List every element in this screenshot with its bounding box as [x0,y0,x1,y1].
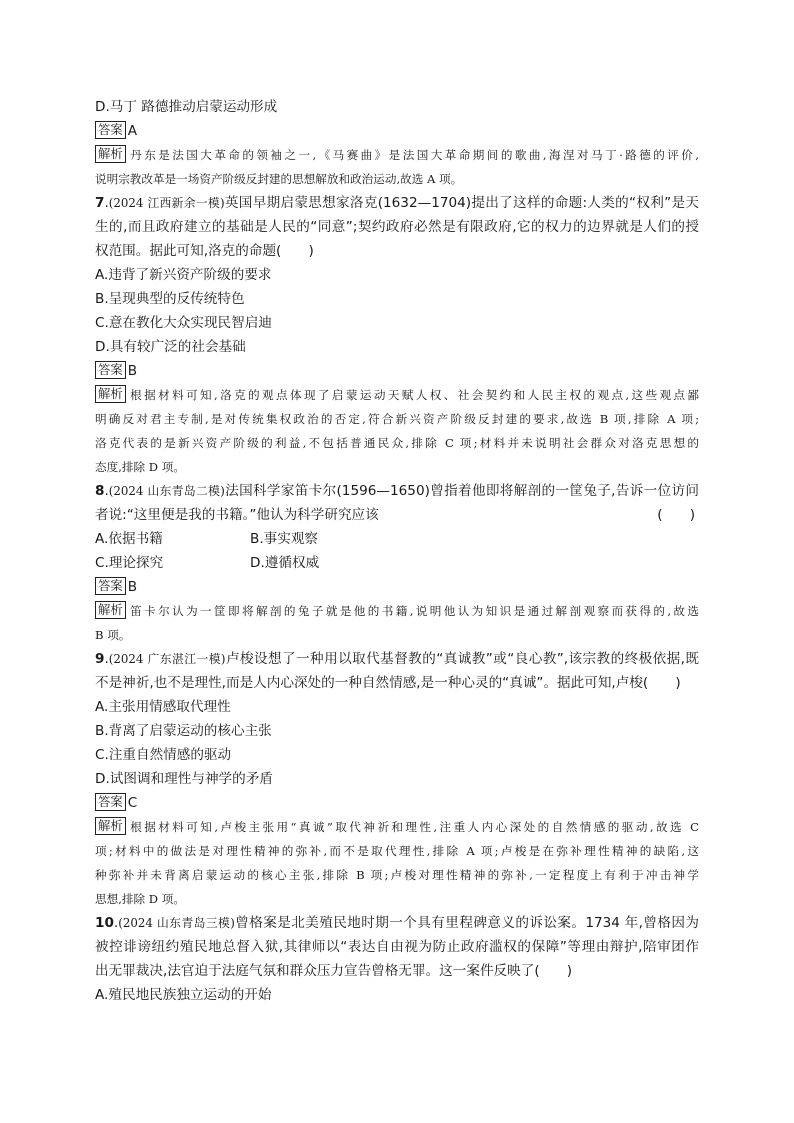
exam-page [95,95,699,1007]
analysis-tag: 解析 [95,817,126,835]
q9-stem-line: 不是神祈,也不是理性,而是人内心深处的一种自然情感,是一种心灵的“真诚”。据此可知,卢梭( ) [95,675,681,691]
q8-source: (2024 山东青岛二模) [108,484,225,498]
q9-analysis-line: 解析 根据材料可知,卢梭主张用“真诚”取代神祈和理性,注重人内心深处的自然情感的驱动,故选 C [95,815,699,839]
analysis-tag: 解析 [95,145,126,163]
q7-stem-line: 生的,而且政府建立的基础是人民的“同意”;契约政府必然是有限政府,它的权力的边界就是人们的授 [95,219,699,235]
q6-answer [95,119,699,143]
q9-option-d: D.试图调和理性与神学的矛盾 [95,771,273,787]
q7-analysis-line: 洛克代表的是新兴资产阶级的利益,不包括普通民众,排除 C 项;材料并未说明社会群众对洛克思想的 [95,436,699,450]
q7-source: (2024 江西新余一模) [108,196,225,210]
q8-options-row [95,527,699,551]
answer-bracket: ( ) [657,507,695,523]
q7-option-c: C.意在教化大众实现民智启迪 [95,315,272,331]
q6-answer-value: A [127,123,138,139]
q9-analysis-line: 种弥补并未背离启蒙运动的核心主张,排除 B 项;卢梭对理性精神的弥补,一定程度上有利于冲击神学 [95,868,699,882]
q9-option-c: C.注重自然情感的驱动 [95,747,232,763]
q8-option-c: C.理论探究 [95,555,164,571]
q8-option-b: B.事实观察 [250,531,319,547]
answer-tag: 答案 [95,361,126,379]
q8-option-d: D.遵循权威 [250,555,320,571]
answer-tag: 答案 [95,577,126,595]
q8-analysis-line: B 项。 [95,628,131,642]
q8-number: 8 [95,483,105,499]
q6-option-d: D.马丁 路德推动启蒙运动形成 [95,99,278,115]
answer-tag: 答案 [95,793,126,811]
answer-tag: 答案 [95,121,126,139]
q9-source: (2024 广东湛江一模) [108,652,226,666]
q10-stem: 10.(2024 山东青岛三模)曾格案是北美殖民地时期一个具有里程碑意义的诉讼案。1734 年,曾格因为 [95,915,699,931]
q10-option-a: A.殖民地民族独立运动的开始 [95,987,272,1003]
q7-analysis-line: 明确反对君主专制,是对传统集权政治的否定,符合新兴资产阶级反封建的要求,故选 B 项,排除 A 项; [95,412,699,426]
q10-source: (2024 山东青岛三模) [118,916,235,930]
q9-stem: 9.(2024 广东湛江一模)卢梭设想了一种用以取代基督教的“真诚教”或“良心教”,该宗教的终极依据,既 [95,651,699,667]
q7-option-d: D.具有较广泛的社会基础 [95,339,246,355]
q10-stem-line: 被控诽谤纽约殖民地总督入狱,其律师以“表达自由视为防止政府滥权的保障”等理由辩护,陪审团作 [95,939,699,955]
q7-number: 7 [95,195,105,211]
q6-analysis-line: 解析 丹东是法国大革命的领袖之一,《马赛曲》是法国大革命期间的歌曲,海涅对马丁·路德的评价, [95,143,699,167]
q10-number: 10 [95,915,114,931]
q8-stem: 8.(2024 山东青岛二模)法国科学家笛卡尔(1596—1650)曾指着他即将解剖的一筐兔子,告诉一位访问 [95,483,699,499]
analysis-tag: 解析 [95,601,126,619]
q8-stem-line: 者说:“这里便是我的书籍。”他认为科学研究应该 ( ) [95,503,699,527]
q8-answer: 答案 B [95,575,699,599]
q9-analysis-line: 项;材料中的做法是对理性精神的弥补,而不是取代理性,排除 A 项;卢梭是在弥补理性精神的缺陷,这 [95,844,699,858]
q7-analysis-line: 态度,排除 D 项。 [95,460,185,474]
q7-analysis-line: 解析 根据材料可知,洛克的观点体现了启蒙运动天赋人权、社会契约和人民主权的观点,这些观点鄙 [95,383,699,407]
q7-answer: 答案 B [95,359,699,383]
q6-analysis-line: 说明宗教改革是一场资产阶级反封建的思想解放和政治运动,故选 A 项。 [95,172,463,186]
q8-option-a: A.依据书籍 [95,531,163,547]
q9-option-a: A.主张用情感取代理性 [95,699,231,715]
analysis-tag: 解析 [95,385,126,403]
q9-option-b: B.背离了启蒙运动的核心主张 [95,723,272,739]
q9-analysis-line: 思想,排除 D 项。 [95,892,185,906]
q7-stem-line: 权范围。据此可知,洛克的命题( ) [95,243,314,259]
q7-stem: 7.(2024 江西新余一模)英国早期启蒙思想家洛克(1632—1704)提出了这样的命题:人类的“权利”是天 [95,195,699,211]
q9-answer: 答案 C [95,791,699,815]
q9-number: 9 [95,651,105,667]
q10-stem-line: 出无罪裁决,法官迫于法庭气氛和群众压力宣告曾格无罪。这一案件反映了( ) [95,963,573,979]
q7-option-a: A.违背了新兴资产阶级的要求 [95,267,272,283]
q8-options-row [95,551,699,575]
q7-option-b: B.呈现典型的反传统特色 [95,291,245,307]
q8-analysis-line: 解析 笛卡尔认为一筐即将解剖的兔子就是他的书籍,说明他认为知识是通过解剖观察而获得的,故选 [95,599,699,623]
